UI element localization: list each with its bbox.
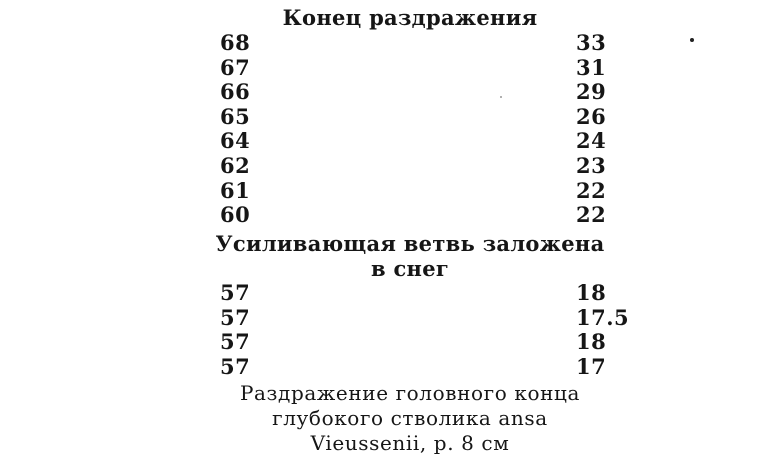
right-value: 29	[576, 79, 607, 105]
table-row	[0, 203, 760, 228]
stimulation-caption	[200, 381, 620, 456]
table-row	[0, 281, 760, 306]
table-row	[0, 154, 760, 179]
right-value: 31	[576, 54, 607, 80]
table-section-1	[0, 31, 760, 228]
left-value: 60	[220, 202, 251, 228]
table-row	[0, 105, 760, 130]
right-value: 18	[576, 329, 607, 355]
table-section-2	[0, 281, 760, 379]
table-row	[0, 80, 760, 105]
right-value: 26	[576, 103, 607, 129]
right-value: 23	[576, 152, 607, 178]
left-value: 61	[220, 177, 251, 203]
right-value: 17	[576, 353, 607, 379]
heading-branch-in-snow-line1: Усиливающая ветвь заложена	[215, 231, 605, 256]
caption-line-2: глубокого стволика ansa	[272, 406, 548, 430]
left-value: 64	[220, 128, 251, 154]
right-value: 22	[576, 177, 607, 203]
table-row	[0, 56, 760, 81]
left-value: 62	[220, 152, 251, 178]
right-value: 33	[576, 30, 607, 55]
left-value: 57	[220, 353, 251, 379]
table-row	[0, 306, 760, 331]
table-row	[0, 355, 760, 380]
left-value: 68	[220, 30, 251, 55]
right-value: 24	[576, 128, 607, 154]
right-value: 17.5	[576, 304, 630, 330]
table-row	[0, 31, 760, 56]
left-value: 65	[220, 103, 251, 129]
heading-branch-in-snow-line2: в снег	[370, 256, 450, 281]
left-value: 57	[220, 280, 251, 305]
caption-line-3: Vieussenii, р. 8 см	[310, 431, 510, 455]
table-row	[0, 330, 760, 355]
heading-end-of-stimulation: Конец раздражения	[282, 5, 538, 30]
right-value: 22	[576, 202, 607, 228]
left-value: 57	[220, 304, 251, 330]
left-value: 67	[220, 54, 251, 80]
right-value: 18	[576, 280, 607, 305]
print-speck	[690, 38, 694, 42]
table-row	[0, 179, 760, 204]
left-value: 57	[220, 329, 251, 355]
table-row	[0, 129, 760, 154]
left-value: 66	[220, 79, 251, 105]
caption-line-1: Раздражение головного конца	[239, 381, 581, 405]
print-speck	[500, 96, 502, 98]
